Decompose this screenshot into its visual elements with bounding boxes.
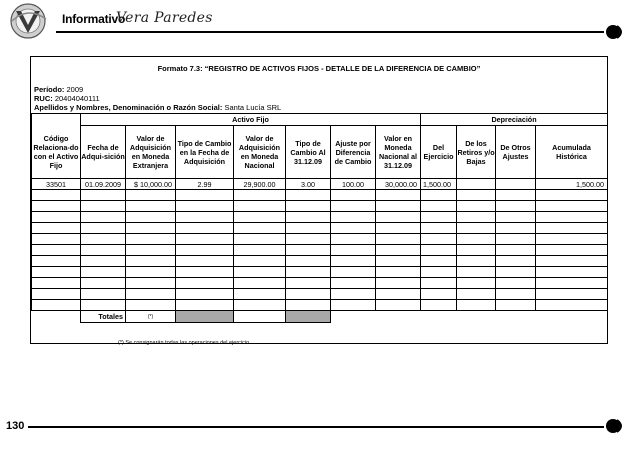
group-blank	[32, 114, 81, 126]
col-tc-cierre: Tipo de Cambio Al 31.12.09	[286, 126, 331, 179]
group-header-row	[32, 114, 608, 126]
page-header	[0, 0, 638, 44]
table-row	[32, 223, 608, 234]
totals-valor-mn	[234, 311, 286, 323]
col-otros-ajustes: De Otros Ajustes	[496, 126, 536, 179]
col-codigo: Código Relaciona-do con el Activo Fijo	[32, 126, 81, 179]
table-row	[32, 267, 608, 278]
table-row	[32, 256, 608, 267]
totals-blank	[32, 311, 81, 323]
cell-tc-adquisicion: 2.99	[176, 179, 234, 190]
col-ajuste: Ajuste por Diferencia de Cambio	[331, 126, 376, 179]
cell-acumulada: 1,500.00	[536, 179, 608, 190]
nombre-line	[34, 103, 281, 112]
col-tc-adquisicion: Tipo de Cambio en la Fecha de Adquisición	[176, 126, 234, 179]
cell-retiros	[457, 179, 496, 190]
page-number: 130	[6, 420, 25, 432]
footnote: (*) Se consignarán todas las operaciones del ejercicio	[118, 340, 250, 346]
cell-del-ejercicio: 1,500.00	[421, 179, 457, 190]
periodo-label: Período:	[34, 85, 65, 94]
table-row	[32, 201, 608, 212]
table-row	[32, 212, 608, 223]
nombre-value: Santa Lucía SRL	[224, 103, 282, 112]
vera-paredes-logo-icon	[6, 2, 50, 40]
periodo-line	[34, 85, 83, 94]
cell-ajuste: 100.00	[331, 179, 376, 190]
cell-fecha: 01.09.2009	[81, 179, 126, 190]
column-header-row	[32, 126, 608, 179]
col-valor-mn-cierre: Valor en Moneda Nacional al 31.12.09	[376, 126, 421, 179]
ruc-line	[34, 94, 100, 103]
nombre-label: Apellidos y Nombres, Denominación o Razón Social:	[34, 103, 223, 112]
cell-tc-cierre: 3.00	[286, 179, 331, 190]
group-depreciacion: Depreciación	[421, 114, 608, 126]
ruc-value: 20404040111	[54, 94, 100, 103]
cell-otros-ajustes	[496, 179, 536, 190]
ruc-label: RUC:	[34, 94, 53, 103]
brand-title: Informativo	[62, 12, 126, 26]
activos-table	[31, 113, 608, 323]
table-row	[32, 245, 608, 256]
group-activo-fijo: Activo Fijo	[81, 114, 421, 126]
table-row	[32, 190, 608, 201]
col-del-ejercicio: Del Ejercicio	[421, 126, 457, 179]
cell-valor-mn-cierre: 30,000.00	[376, 179, 421, 190]
col-acumulada: Acumulada Histórica	[536, 126, 608, 179]
footer-ornament-icon	[604, 416, 626, 436]
cell-valor-mn: 29,900.00	[234, 179, 286, 190]
cell-valor-me: $ 10,000.00	[126, 179, 176, 190]
totals-mark: (*)	[126, 311, 176, 323]
totals-shaded-cell	[286, 311, 331, 323]
col-fecha: Fecha de Adqui-sición	[81, 126, 126, 179]
totals-shaded-cell	[176, 311, 234, 323]
header-rule	[56, 31, 604, 33]
col-valor-mn: Valor de Adquisición en Moneda Nacional	[234, 126, 286, 179]
form-title: Formato 7.3: “REGISTRO DE ACTIVOS FIJOS - DETALLE DE LA DIFERENCIA DE CAMBIO”	[157, 64, 481, 73]
table-row	[32, 278, 608, 289]
col-retiros: De los Retiros y/o Bajas	[457, 126, 496, 179]
cell-codigo: 33501	[32, 179, 81, 190]
table-row	[32, 289, 608, 300]
col-valor-me: Valor de Adquisición en Moneda Extranjera	[126, 126, 176, 179]
totals-label: Totales	[81, 311, 126, 323]
footer-rule	[28, 426, 604, 428]
form-frame	[30, 56, 608, 344]
periodo-value: 2009	[66, 85, 84, 94]
ornament-icon	[604, 22, 626, 42]
totals-row	[32, 311, 608, 323]
brand-subtitle: Vera Paredes	[116, 10, 213, 26]
table-row	[32, 300, 608, 311]
table-row	[32, 179, 608, 190]
table-row	[32, 234, 608, 245]
